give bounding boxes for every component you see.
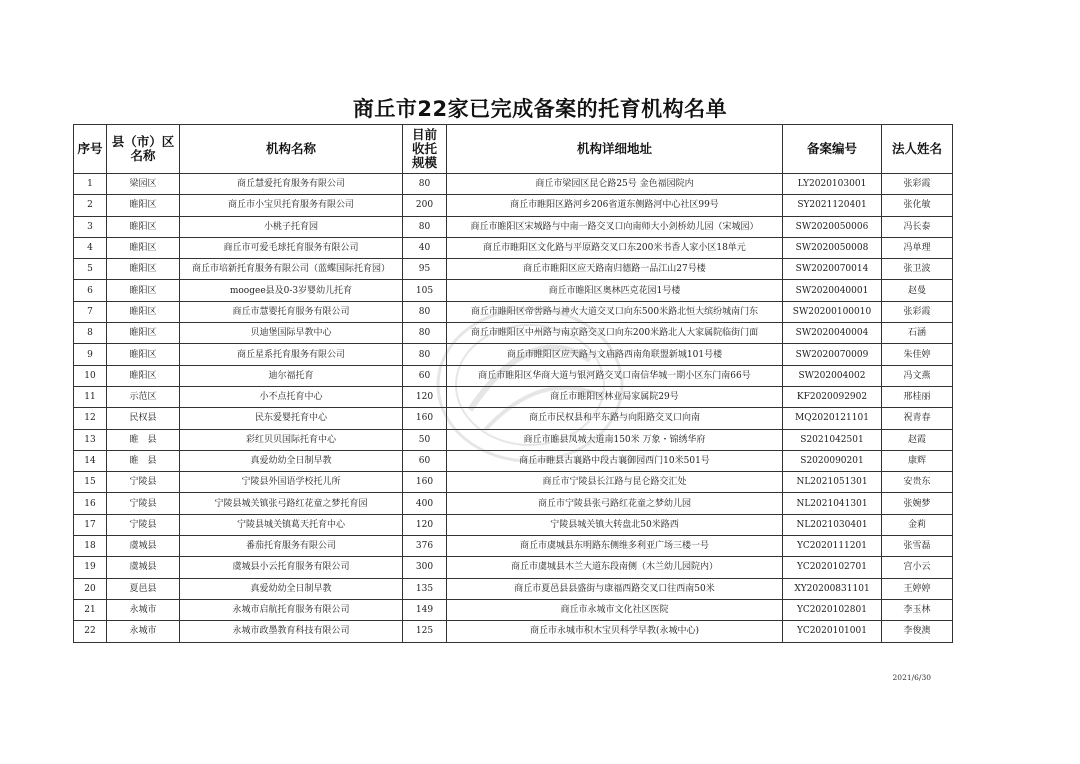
cell-no: 13 [74, 429, 107, 450]
table-row [74, 365, 953, 386]
cell-address: 商丘市睢阳区奥林匹克花园1号楼 [447, 280, 783, 301]
cell-no: 10 [74, 365, 107, 386]
table-row [74, 429, 953, 450]
cell-name: 真爱幼幼全日制早教 [180, 578, 403, 599]
cell-address: 商丘市睢阳区华商大道与银河路交叉口南信华城一期小区东门南66号 [447, 365, 783, 386]
table-row [74, 323, 953, 344]
cell-county: 睢阳区 [107, 323, 180, 344]
cell-name: moogee县及0-3岁婴幼儿托育 [180, 280, 403, 301]
cell-county: 夏邑县 [107, 578, 180, 599]
cell-capacity: 160 [403, 408, 447, 429]
cell-legal-person: 朱佳婷 [882, 344, 953, 365]
cell-address: 商丘市睢阳区应天路南归德路一品江山27号楼 [447, 259, 783, 280]
cell-county: 梁园区 [107, 174, 180, 195]
table-row [74, 578, 953, 599]
cell-legal-person: 冯文燕 [882, 365, 953, 386]
cell-no: 2 [74, 195, 107, 216]
cell-record-no: MQ2020121101 [783, 408, 882, 429]
cell-address: 商丘市宁陵县张弓路红花童之梦幼儿园 [447, 493, 783, 514]
cell-name: 商丘市小宝贝托育服务有限公司 [180, 195, 403, 216]
cell-legal-person: 石涵 [882, 323, 953, 344]
cell-address: 商丘市睢阳区文化路与平原路交叉口东200米书香人家小区18单元 [447, 237, 783, 258]
cell-address: 商丘市睢阳区中州路与南京路交叉口向东200米路北人大家属院临街门面 [447, 323, 783, 344]
cell-record-no: SW2020070014 [783, 259, 882, 280]
cell-name: 番茄托育服务有限公司 [180, 536, 403, 557]
header-no: 序号 [74, 125, 107, 174]
cell-capacity: 80 [403, 323, 447, 344]
cell-name: 商丘市可爱毛球托育服务有限公司 [180, 237, 403, 258]
cell-county: 睢阳区 [107, 216, 180, 237]
cell-legal-person: 李玉林 [882, 599, 953, 620]
cell-capacity: 160 [403, 472, 447, 493]
page-title: 商丘市22家已完成备案的托育机构名单 [352, 97, 728, 121]
cell-name: 小不点托育中心 [180, 386, 403, 407]
cell-capacity: 120 [403, 514, 447, 535]
cell-address: 商丘市梁园区昆仑路25号 金色福园院内 [447, 174, 783, 195]
table-row [74, 344, 953, 365]
cell-capacity: 60 [403, 450, 447, 471]
cell-name: 宁陵县外国语学校托儿所 [180, 472, 403, 493]
cell-legal-person: 冯单理 [882, 237, 953, 258]
cell-no: 4 [74, 237, 107, 258]
cell-record-no: SW2020040001 [783, 280, 882, 301]
header-address: 机构详细地址 [447, 125, 783, 174]
cell-legal-person: 张彩霞 [882, 301, 953, 322]
cell-no: 14 [74, 450, 107, 471]
cell-name: 商丘市培新托育服务有限公司（蓝蝶国际托育园） [180, 259, 403, 280]
table-row [74, 259, 953, 280]
table-row [74, 280, 953, 301]
cell-name: 宁陵县城关镇葛天托育中心 [180, 514, 403, 535]
header-legal-person: 法人姓名 [882, 125, 953, 174]
cell-no: 1 [74, 174, 107, 195]
header-record-no: 备案编号 [783, 125, 882, 174]
cell-legal-person: 张婉梦 [882, 493, 953, 514]
cell-legal-person: 宫小云 [882, 557, 953, 578]
institution-table [73, 124, 953, 643]
cell-record-no: NL2021051301 [783, 472, 882, 493]
table-row [74, 216, 953, 237]
cell-capacity: 376 [403, 536, 447, 557]
cell-capacity: 105 [403, 280, 447, 301]
cell-capacity: 50 [403, 429, 447, 450]
cell-no: 7 [74, 301, 107, 322]
cell-capacity: 120 [403, 386, 447, 407]
cell-name: 商丘市慧婴托育服务有限公司 [180, 301, 403, 322]
cell-legal-person: 王婷婷 [882, 578, 953, 599]
cell-no: 20 [74, 578, 107, 599]
cell-name: 小桃子托育园 [180, 216, 403, 237]
footer-date: 2021/6/30 [892, 673, 931, 682]
header-name: 机构名称 [180, 125, 403, 174]
cell-record-no: SY2021120401 [783, 195, 882, 216]
cell-county: 睢阳区 [107, 344, 180, 365]
cell-no: 11 [74, 386, 107, 407]
cell-no: 21 [74, 599, 107, 620]
cell-no: 17 [74, 514, 107, 535]
cell-capacity: 40 [403, 237, 447, 258]
cell-no: 16 [74, 493, 107, 514]
cell-name: 宁陵县城关镇张弓路红花童之梦托育园 [180, 493, 403, 514]
cell-name: 真爱幼幼全日制早教 [180, 450, 403, 471]
table-row [74, 493, 953, 514]
cell-capacity: 200 [403, 195, 447, 216]
cell-legal-person: 安贵东 [882, 472, 953, 493]
cell-capacity: 300 [403, 557, 447, 578]
cell-address: 宁陵县城关镇大转盘北50米路西 [447, 514, 783, 535]
cell-county: 睢阳区 [107, 301, 180, 322]
cell-no: 12 [74, 408, 107, 429]
header-county: 县（市）区名称 [107, 125, 180, 174]
cell-capacity: 95 [403, 259, 447, 280]
table-row [74, 408, 953, 429]
cell-address: 商丘市永城市积木宝贝科学早教(永城中心) [447, 621, 783, 642]
cell-legal-person: 赵霞 [882, 429, 953, 450]
cell-county: 睢阳区 [107, 365, 180, 386]
cell-name: 彩红贝贝国际托育中心 [180, 429, 403, 450]
cell-legal-person: 康辉 [882, 450, 953, 471]
cell-county: 虞城县 [107, 536, 180, 557]
cell-record-no: SW2020050008 [783, 237, 882, 258]
cell-record-no: SW2020040004 [783, 323, 882, 344]
cell-name: 永城市启航托育服务有限公司 [180, 599, 403, 620]
cell-legal-person: 金莉 [882, 514, 953, 535]
table-header-row [74, 125, 953, 174]
cell-county: 睢阳区 [107, 280, 180, 301]
cell-legal-person: 赵曼 [882, 280, 953, 301]
cell-county: 宁陵县 [107, 472, 180, 493]
cell-capacity: 125 [403, 621, 447, 642]
cell-name: 民东爱婴托育中心 [180, 408, 403, 429]
table-row [74, 514, 953, 535]
cell-no: 19 [74, 557, 107, 578]
cell-legal-person: 张卫波 [882, 259, 953, 280]
cell-county: 睢 县 [107, 450, 180, 471]
cell-capacity: 149 [403, 599, 447, 620]
cell-no: 18 [74, 536, 107, 557]
cell-record-no: LY2020103001 [783, 174, 882, 195]
cell-capacity: 135 [403, 578, 447, 599]
cell-record-no: YC2020101001 [783, 621, 882, 642]
cell-legal-person: 祝青春 [882, 408, 953, 429]
cell-address: 商丘市睢阳区宋城路与中南一路交叉口向南师大小剑桥幼儿园（宋城园） [447, 216, 783, 237]
header-capacity: 目前收托规模 [403, 125, 447, 174]
cell-record-no: S2021042501 [783, 429, 882, 450]
cell-record-no: SW202004002 [783, 365, 882, 386]
cell-record-no: KF2020092902 [783, 386, 882, 407]
cell-no: 9 [74, 344, 107, 365]
cell-county: 睢阳区 [107, 237, 180, 258]
cell-address: 商丘市睢阳区帝喾路与神火大道交叉口向东500米路北恒大缤纷城南门东 [447, 301, 783, 322]
cell-record-no: SW20200100010 [783, 301, 882, 322]
cell-record-no: XY20200831101 [783, 578, 882, 599]
cell-name: 永城市政墨教育科技有限公司 [180, 621, 403, 642]
cell-address: 商丘市睢县凤城大道南150米 万象・锦绣华府 [447, 429, 783, 450]
cell-address: 商丘市睢阳区应天路与文庙路西南角联盟新城101号楼 [447, 344, 783, 365]
table-row [74, 301, 953, 322]
cell-legal-person: 张化敏 [882, 195, 953, 216]
cell-county: 睢阳区 [107, 195, 180, 216]
cell-legal-person: 张彩霞 [882, 174, 953, 195]
cell-record-no: NL2021030401 [783, 514, 882, 535]
table-row [74, 557, 953, 578]
cell-county: 宁陵县 [107, 514, 180, 535]
cell-address: 商丘市睢阳区路河乡206省道东侧路河中心社区99号 [447, 195, 783, 216]
cell-address: 商丘市永城市文化社区医院 [447, 599, 783, 620]
cell-legal-person: 张雪磊 [882, 536, 953, 557]
cell-legal-person: 冯长泰 [882, 216, 953, 237]
cell-name: 贝迪堡国际早教中心 [180, 323, 403, 344]
cell-address: 商丘市宁陵县长江路与昆仑路交汇处 [447, 472, 783, 493]
cell-county: 示范区 [107, 386, 180, 407]
cell-county: 宁陵县 [107, 493, 180, 514]
cell-capacity: 80 [403, 301, 447, 322]
cell-record-no: S2020090201 [783, 450, 882, 471]
cell-capacity: 60 [403, 365, 447, 386]
cell-county: 永城市 [107, 621, 180, 642]
cell-address: 商丘市睢县古襄路中段古襄御园西门10米501号 [447, 450, 783, 471]
cell-address: 商丘市虞城县东明路东侧维多利亚广场三楼一号 [447, 536, 783, 557]
cell-address: 商丘市睢阳区林业局家属院29号 [447, 386, 783, 407]
cell-name: 迪尔福托育 [180, 365, 403, 386]
cell-record-no: YC2020102701 [783, 557, 882, 578]
cell-county: 虞城县 [107, 557, 180, 578]
cell-name: 商丘星系托育服务有限公司 [180, 344, 403, 365]
cell-capacity: 80 [403, 344, 447, 365]
table-row [74, 174, 953, 195]
cell-record-no: SW2020050006 [783, 216, 882, 237]
cell-no: 6 [74, 280, 107, 301]
cell-capacity: 80 [403, 174, 447, 195]
table-row [74, 386, 953, 407]
cell-record-no: SW2020070009 [783, 344, 882, 365]
table-row [74, 237, 953, 258]
cell-no: 22 [74, 621, 107, 642]
cell-no: 15 [74, 472, 107, 493]
cell-county: 永城市 [107, 599, 180, 620]
cell-record-no: YC2020111201 [783, 536, 882, 557]
cell-legal-person: 李俊澳 [882, 621, 953, 642]
cell-address: 商丘市民权县和平东路与向阳路交叉口向南 [447, 408, 783, 429]
table-row [74, 536, 953, 557]
cell-no: 3 [74, 216, 107, 237]
cell-address: 商丘市夏邑县县盛街与康福西路交叉口往西南50米 [447, 578, 783, 599]
table-row [74, 599, 953, 620]
cell-capacity: 400 [403, 493, 447, 514]
cell-county: 睢阳区 [107, 259, 180, 280]
table-row [74, 450, 953, 471]
cell-capacity: 80 [403, 216, 447, 237]
table-row [74, 195, 953, 216]
cell-record-no: NL2021041301 [783, 493, 882, 514]
cell-no: 5 [74, 259, 107, 280]
table-row [74, 472, 953, 493]
cell-county: 睢 县 [107, 429, 180, 450]
cell-legal-person: 邢桂丽 [882, 386, 953, 407]
cell-address: 商丘市虞城县木兰大道东段南侧（木兰幼儿园院内） [447, 557, 783, 578]
cell-record-no: YC2020102801 [783, 599, 882, 620]
cell-name: 虞城县小云托育服务有限公司 [180, 557, 403, 578]
cell-no: 8 [74, 323, 107, 344]
cell-name: 商丘慧爱托育服务有限公司 [180, 174, 403, 195]
cell-county: 民权县 [107, 408, 180, 429]
table-row [74, 621, 953, 642]
